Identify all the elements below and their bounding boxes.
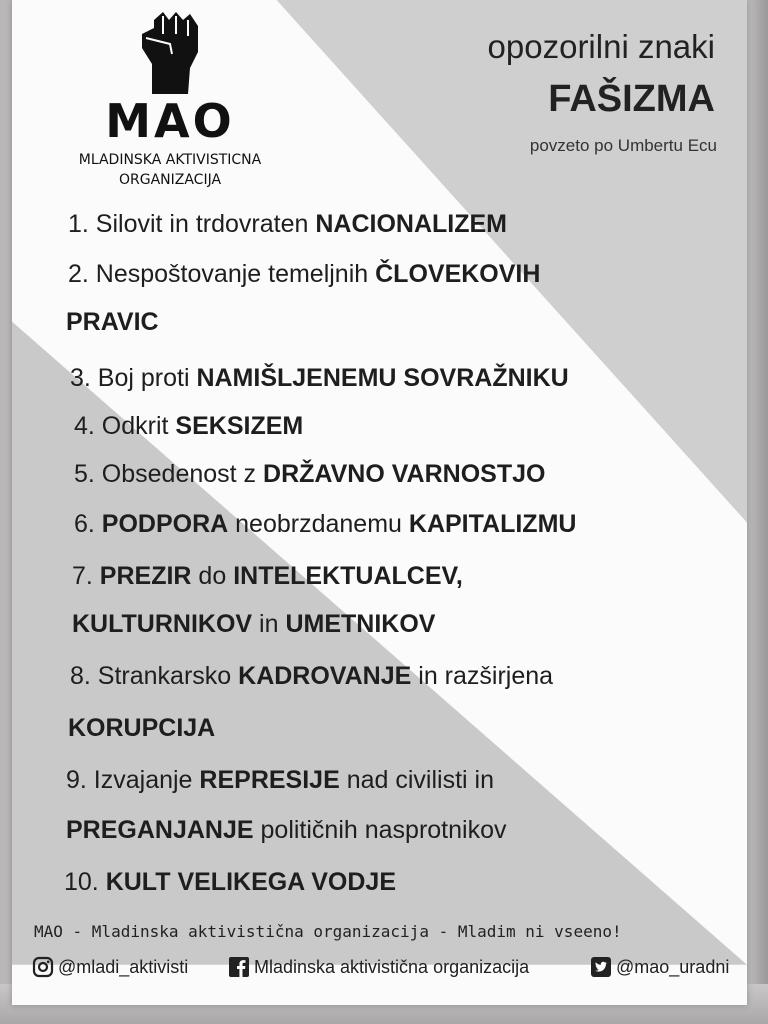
list-item: KULTURNIKOV in UMETNIKOV xyxy=(72,610,436,638)
list-item: 9. Izvajanje REPRESIJE nad civilisti in xyxy=(66,766,494,794)
list-item: PRAVIC xyxy=(66,308,159,336)
mao-logo xyxy=(70,8,270,190)
instagram-icon xyxy=(32,956,54,978)
facebook-icon xyxy=(228,956,250,978)
list-item: PREGANJANJE političnih nasprotnikov xyxy=(66,816,507,844)
list-item: 10. KULT VELIKEGA VODJE xyxy=(64,868,397,896)
list-item: 6. PODPORA neobrzdanemu KAPITALIZMU xyxy=(74,510,577,538)
list-item: 2. Nespoštovanje temeljnih ČLOVEKOVIH xyxy=(68,260,541,288)
raised-fist-icon xyxy=(132,8,208,96)
subtitle: opozorilni znaki xyxy=(487,28,715,65)
list-item: 5. Obsedenost z DRŽAVNO VARNOSTJO xyxy=(74,460,546,488)
twitter-handle: @mao_uradni xyxy=(590,956,729,978)
page-title: FAŠIZMA xyxy=(548,78,715,120)
footer-slogan: MAO - Mladinska aktivistična organizacija - Mladim ni vseeno! xyxy=(34,922,622,941)
facebook-handle: Mladinska aktivistična organizacija xyxy=(228,956,529,978)
twitter-icon xyxy=(590,956,612,978)
logo-line-2: ORGANIZACIJA xyxy=(118,172,222,188)
list-item: 1. Silovit in trdovraten NACIONALIZEM xyxy=(68,210,507,238)
credit-line: povzeto po Umbertu Ecu xyxy=(529,136,717,155)
list-item: 7. PREZIR do INTELEKTUALCEV, xyxy=(72,562,463,590)
list-item: 3. Boj proti NAMIŠLJENEMU SOVRAŽNIKU xyxy=(70,364,569,392)
instagram-handle: @mladi_aktivisti xyxy=(32,956,188,978)
logo-abbrev: MAO xyxy=(105,94,235,148)
list-item: 8. Strankarsko KADROVANJE in razširjena xyxy=(70,662,554,690)
list-item: 4. Odkrit SEKSIZEM xyxy=(74,412,304,440)
logo-line-1: MLADINSKA AKTIVISTICNA xyxy=(78,152,262,168)
flyer-sheet xyxy=(12,0,747,1005)
list-item: KORUPCIJA xyxy=(68,714,216,742)
